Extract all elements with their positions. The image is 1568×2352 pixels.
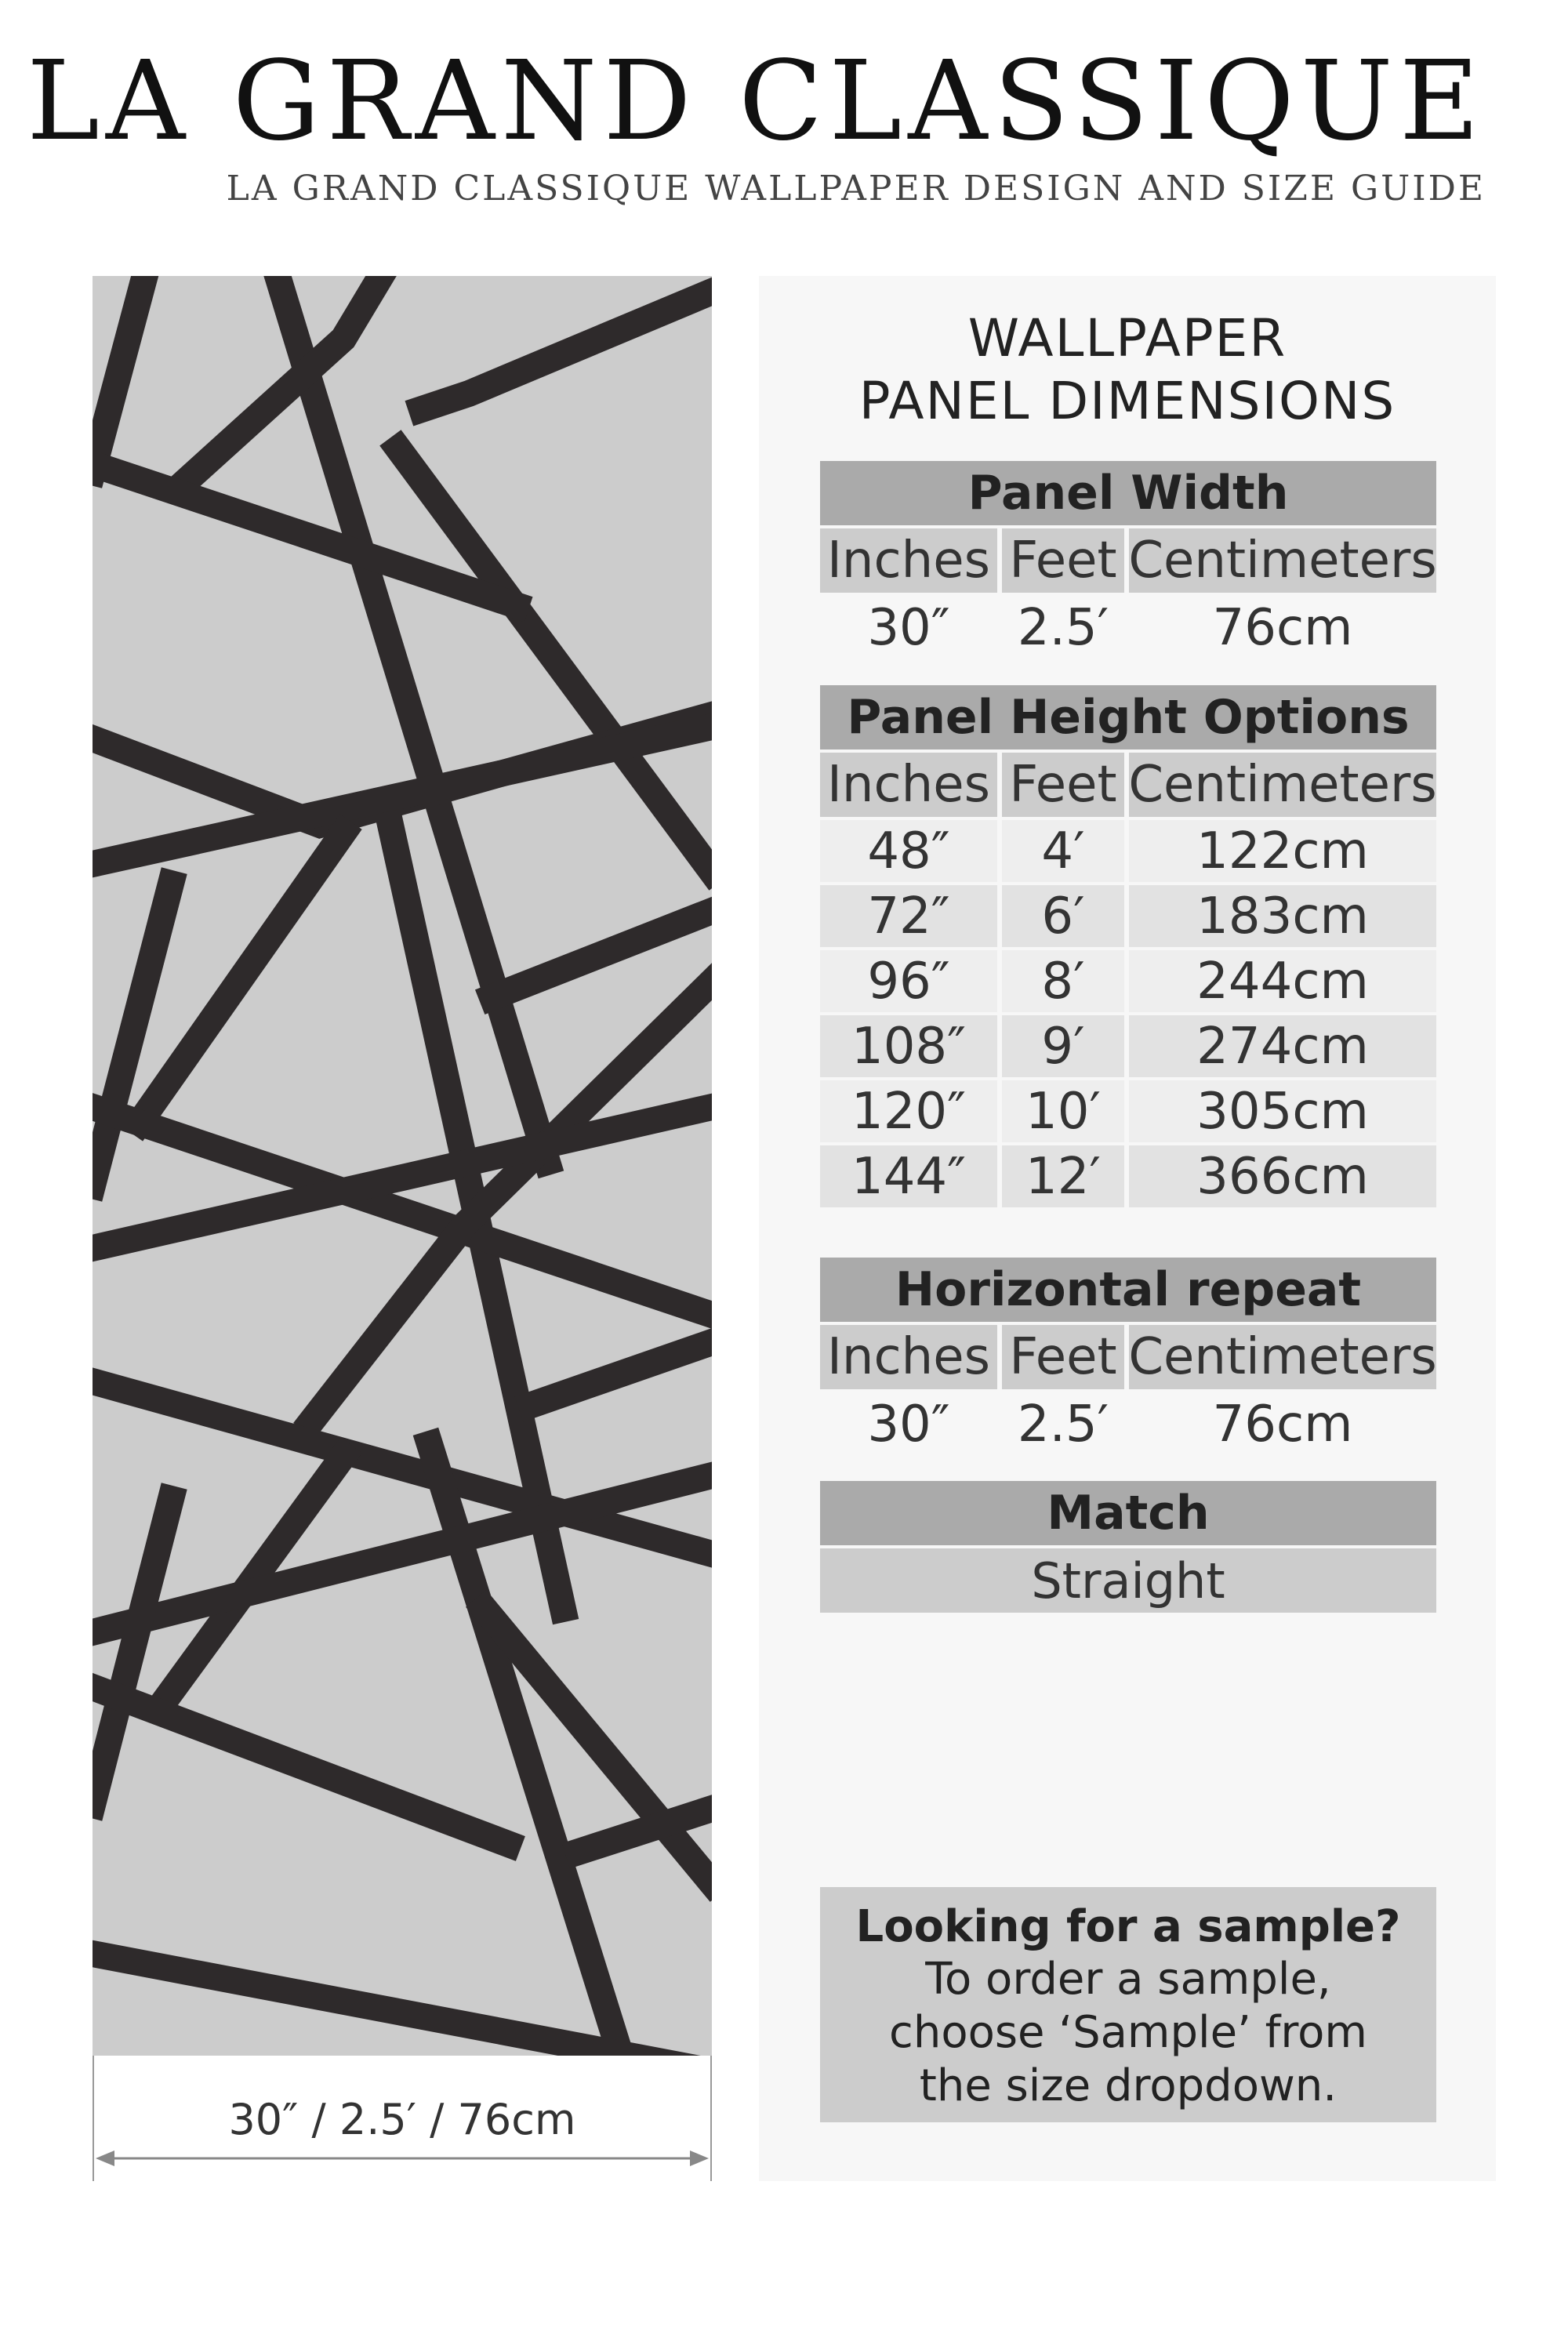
guide-subtitle: LA GRAND CLASSIQUE WALLPAPER DESIGN AND SIZE GUIDE — [226, 169, 1486, 209]
panel-height-heading: Panel Height Options — [820, 685, 1436, 750]
horizontal-repeat-heading: Horizontal repeat — [820, 1258, 1436, 1322]
panel-width-label: 30″ / 2.5′ / 76cm — [228, 2095, 576, 2144]
sample-question: Looking for a sample? — [855, 1901, 1401, 1952]
wallpaper-pattern-preview — [93, 276, 712, 2056]
table-row — [820, 1392, 1436, 1457]
feet-cell: 4′ — [1002, 820, 1124, 882]
inches-cell: 96″ — [820, 950, 997, 1012]
panel-height-table — [820, 685, 1436, 1210]
table-row — [820, 1145, 1436, 1207]
centimeters-column-header: Centimeters — [1129, 528, 1436, 593]
centimeters-cell: 366cm — [1129, 1145, 1436, 1207]
feet-cell: 6′ — [1002, 885, 1124, 947]
match-table — [820, 1481, 1436, 1613]
match-value: Straight — [820, 1548, 1436, 1613]
column-headers — [820, 1325, 1436, 1389]
feet-cell: 2.5′ — [1017, 599, 1109, 657]
feet-cell: 2.5′ — [1017, 1396, 1109, 1454]
match-heading: Match — [820, 1481, 1436, 1545]
feet-cell: 10′ — [1002, 1080, 1124, 1142]
brand-title: LA GRAND CLASSIQUE — [27, 38, 1486, 165]
table-row — [820, 1080, 1436, 1142]
feet-column-header: Feet — [1002, 528, 1124, 593]
centimeters-cell: 76cm — [1212, 1396, 1353, 1454]
inches-column-header: Inches — [820, 1325, 997, 1389]
sample-text-line: the size dropdown. — [919, 2060, 1338, 2111]
dimensions-panel — [759, 276, 1496, 2181]
double-arrow-icon — [94, 2147, 710, 2170]
table-row — [820, 885, 1436, 947]
centimeters-cell: 305cm — [1129, 1080, 1436, 1142]
sample-text-line: To order a sample, — [925, 1954, 1331, 2005]
feet-column-header: Feet — [1002, 1325, 1124, 1389]
centimeters-column-header: Centimeters — [1129, 1325, 1436, 1389]
centimeters-cell: 183cm — [1129, 885, 1436, 947]
feet-column-header: Feet — [1002, 753, 1124, 817]
centimeters-cell: 244cm — [1129, 950, 1436, 1012]
sample-info-box — [820, 1887, 1436, 2122]
geometric-pattern-graphic — [93, 276, 712, 2056]
centimeters-cell: 122cm — [1129, 820, 1436, 882]
inches-cell: 144″ — [820, 1145, 997, 1207]
centimeters-cell: 76cm — [1212, 599, 1353, 657]
inches-cell: 48″ — [820, 820, 997, 882]
centimeters-cell: 274cm — [1129, 1015, 1436, 1077]
panel-title-line1: WALLPAPER — [967, 308, 1287, 368]
inches-cell: 30″ — [867, 599, 950, 657]
inches-cell: 108″ — [820, 1015, 997, 1077]
inches-cell: 72″ — [820, 885, 997, 947]
panel-title — [759, 307, 1496, 433]
feet-cell: 8′ — [1002, 950, 1124, 1012]
panel-width-table — [820, 461, 1436, 663]
table-row — [820, 1015, 1436, 1077]
inches-cell: 120″ — [820, 1080, 997, 1142]
centimeters-column-header: Centimeters — [1129, 753, 1436, 817]
sample-text-line: choose ‘Sample’ from — [889, 2007, 1367, 2058]
feet-cell: 9′ — [1002, 1015, 1124, 1077]
panel-title-line2: PANEL DIMENSIONS — [858, 371, 1396, 431]
inches-column-header: Inches — [820, 753, 997, 817]
horizontal-repeat-table — [820, 1258, 1436, 1460]
table-row — [820, 596, 1436, 660]
table-row — [820, 820, 1436, 882]
inches-cell: 30″ — [867, 1396, 950, 1454]
table-row — [820, 950, 1436, 1012]
feet-cell: 12′ — [1002, 1145, 1124, 1207]
column-headers — [820, 753, 1436, 817]
inches-column-header: Inches — [820, 528, 997, 593]
panel-width-heading: Panel Width — [820, 461, 1436, 525]
column-headers — [820, 528, 1436, 593]
panel-width-dimension — [93, 2056, 712, 2181]
